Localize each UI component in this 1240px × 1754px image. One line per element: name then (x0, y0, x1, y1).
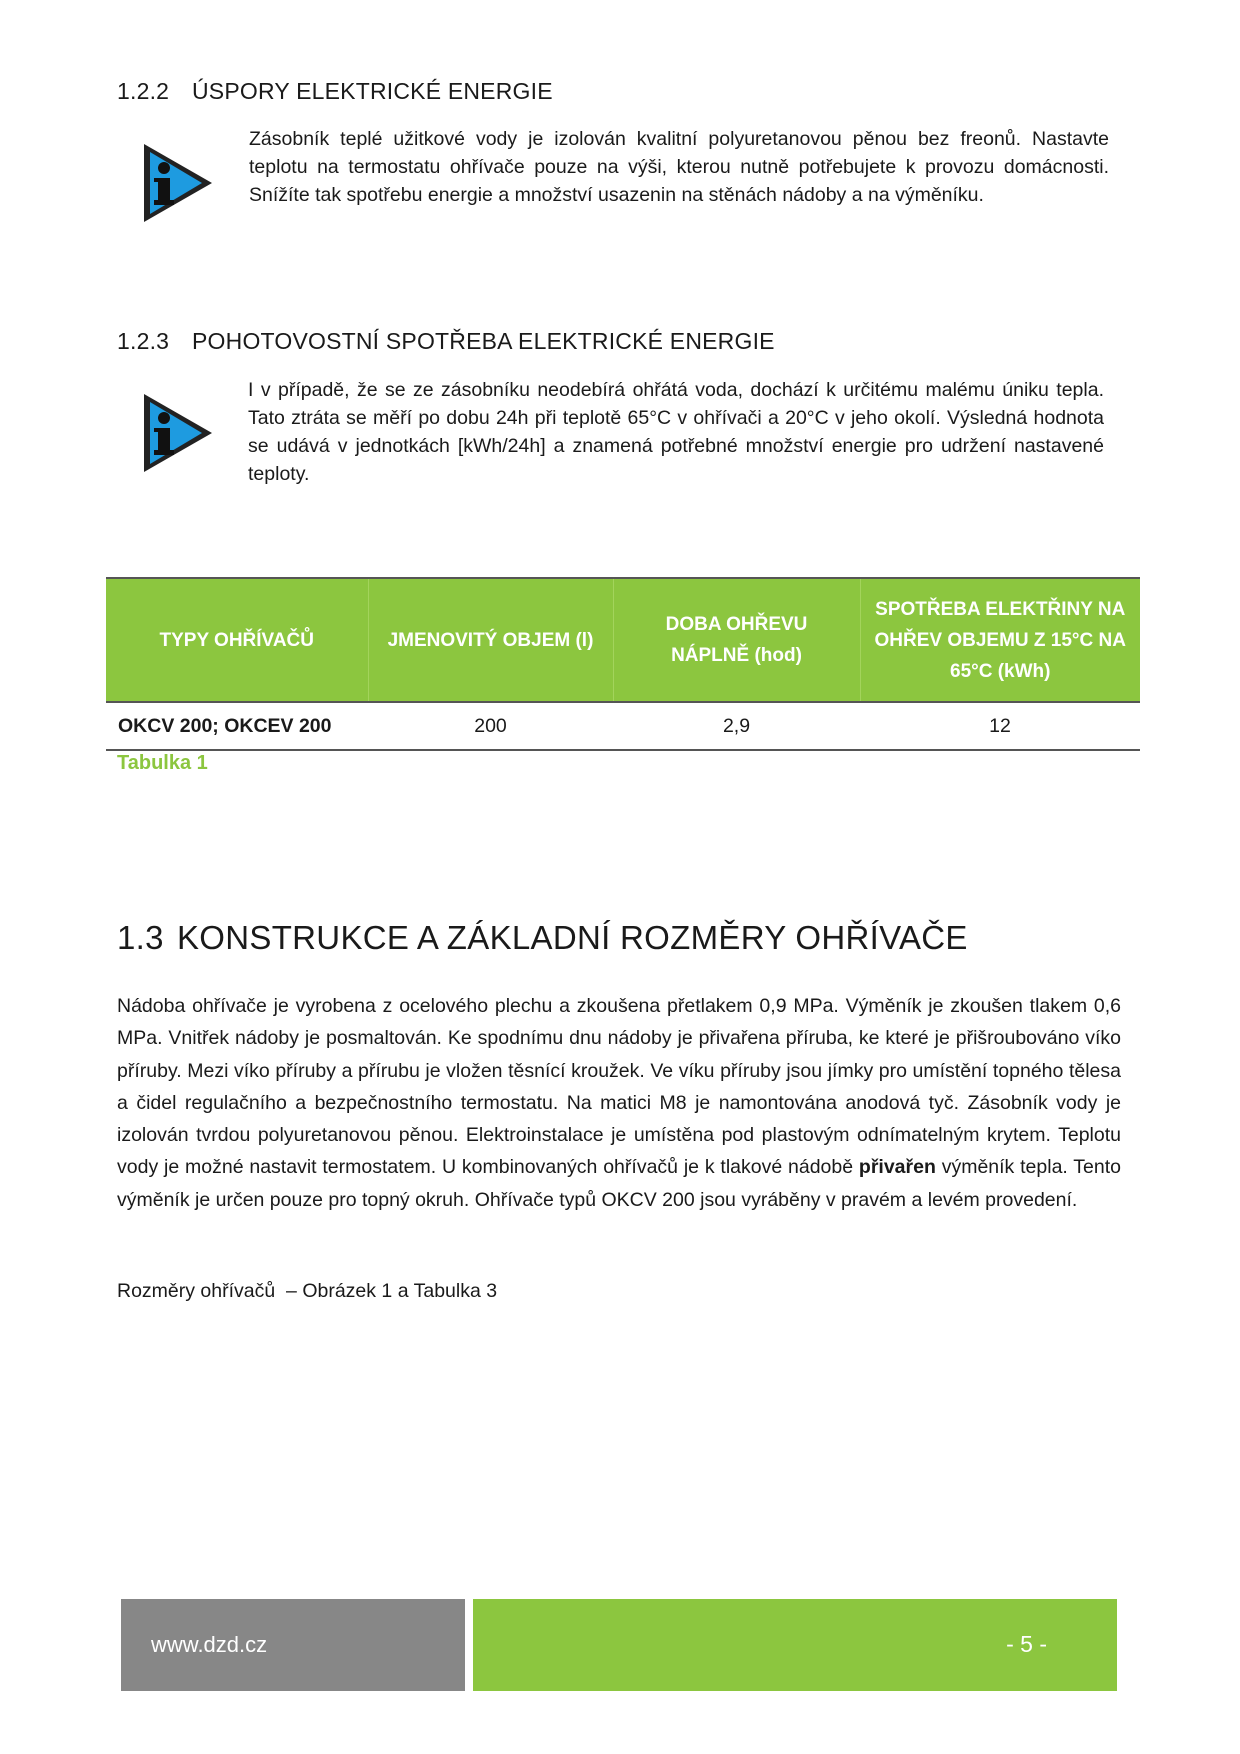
table-row (106, 702, 1140, 750)
dimensions-note: Rozměry ohřívačů – Obrázek 1 a Tabulka 3 (117, 1280, 498, 1302)
table-cell: OKCV 200; OKCEV 200 (106, 702, 368, 750)
table-header-row (106, 578, 1140, 702)
section-heading-1-2-2 (117, 78, 553, 105)
column-header: JMENOVITÝ OBJEM (l) (368, 578, 613, 702)
body-text: Nádoba ohřívače je vyrobena z ocelového plechu a zkoušena přetlakem 0,9 MPa. Výměník je zkoušen tlakem 0,6 MPa. Vnitřek nádoby je posmaltován. Ke spodnímu dnu nádoby je přivařena příruba, ke které je přišroubováno víko příruby. Mezi víko příruby a přírubu je vložen těsnící kroužek. Ve víku příruby jsou jímky pro umístění topného tělesa a čidel regulačního a bezpečnostního termostatu. Na matici M8 je namontována anodová tyč. Zásobník vody je izolován tvrdou polyuretanovou pěnou. Elektroinstalace je umístěna pod plastovým odnímatelným krytem. Teplotu vody je možné nastavit termostatem. U kombinovaných ohřívačů je k tlakové nádobě (117, 995, 1121, 1179)
footer-right-bar (473, 1599, 1117, 1691)
body-text: výměník tepla. Tento výměník je určen pouze pro topný okruh. Ohřívače typů OKCV 200 jsou vyráběny v pravém a levém provedení. (117, 1156, 1122, 1211)
footer-left-bar (121, 1599, 465, 1691)
section-number: 1.3 (117, 919, 164, 956)
section-title: POHOTOVOSTNÍ SPOTŘEBA ELEKTRICKÉ ENERGIE (192, 328, 775, 354)
table-caption: Tabulka 1 (117, 752, 208, 774)
column-header: DOBA OHŘEVU NÁPLNĚ (hod) (613, 578, 860, 702)
section-title: KONSTRUKCE A ZÁKLADNÍ ROZMĚRY OHŘÍVAČE (177, 919, 968, 956)
spec-table (106, 577, 1140, 751)
section-body (117, 990, 1121, 1216)
column-header: TYPY OHŘÍVAČŮ (106, 578, 368, 702)
footer-website-link[interactable]: www.dzd.cz (151, 1632, 268, 1657)
table-cell: 2,9 (613, 702, 860, 750)
column-header: SPOTŘEBA ELEKTŘINY NA OHŘEV OBJEMU Z 15°C NA 65°C (kWh) (860, 578, 1140, 702)
table-cell: 200 (368, 702, 613, 750)
page-number: - 5 - (1006, 1631, 1047, 1657)
section-title: ÚSPORY ELEKTRICKÉ ENERGIE (192, 78, 553, 104)
body-text-bold: přivařen (858, 1156, 936, 1179)
info-icon (138, 388, 218, 478)
section-text: I v případě, že se ze zásobníku neodebírá ohřátá voda, dochází k určitému malému úniku tepla. Tato ztráta se měří po dobu 24h při teplotě 65°C v ohřívači a 20°C v jeho okolí. Výsledná hodnota se udává v jednotkách [kWh/24h] a znamená potřebné množství energie pro udržení nastavené teploty. (248, 379, 1104, 485)
section-text: Zásobník teplé užitkové vody je izolován kvalitní polyuretanovou pěnou bez freonů. Nastavte teplotu na termostatu ohřívače pouze na výši, kterou nutně potřebujete k provozu domácnosti. Snížíte tak spotřebu energie a množství usazenin na stěnách nádoby a na výměníku. (249, 128, 1109, 206)
section-number: 1.2.3 (117, 328, 170, 354)
info-icon (138, 138, 218, 228)
section-heading-1-2-3 (117, 328, 775, 355)
table-cell: 12 (860, 702, 1140, 750)
section-number: 1.2.2 (117, 78, 170, 104)
section-heading-1-3 (117, 919, 968, 957)
